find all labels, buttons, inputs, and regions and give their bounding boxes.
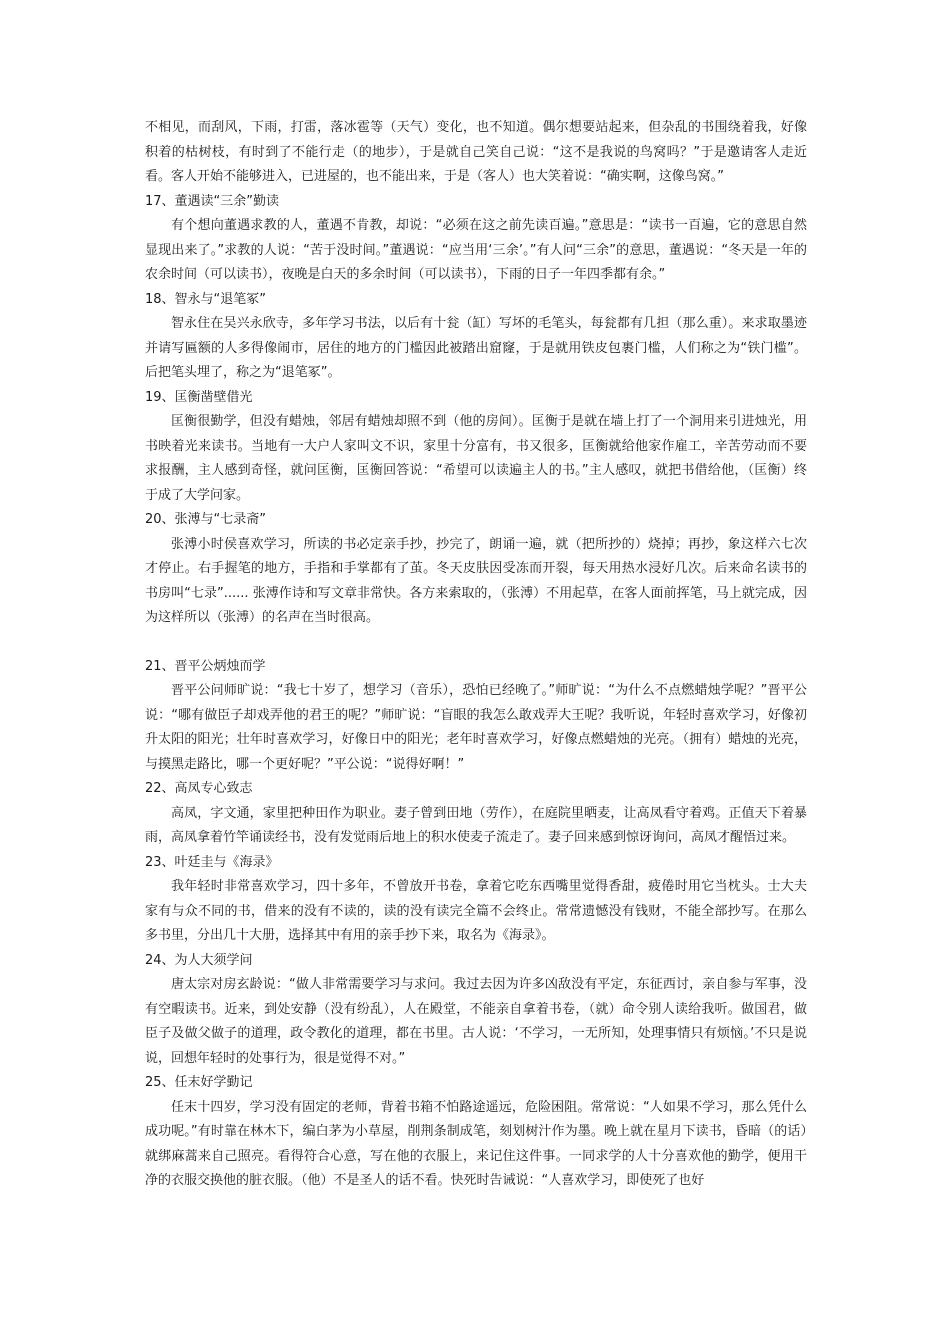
- section-body-19: 匡衡很勤学，但没有蜡烛，邻居有蜡烛却照不到（他的房间）。匡衡于是就在墙上打了一个洞用来引进烛光，用书映着光来读书。当地有一大户人家叫文不识，家里十分富有，书又很多，匡衡就给他家作雇工，辛苦劳动而不要求报酬，主人感到奇怪，就问匡衡，匡衡回答说：“希望可以读遍主人的书。”主人感叹，就把书借给他，（匡衡）终于成了大学问家。: [145, 414, 807, 503]
- section-heading-23: 23、叶廷圭与《海录》: [145, 854, 279, 870]
- section-body-18: 智永住在吴兴永欣寺，多年学习书法，以后有十瓮（缸）写坏的毛笔头，每瓮都有几担（那么重）。来求取墨迹并请写匾额的人多得像闹市，居住的地方的门槛因此被踏出窟窿，于是就用铁皮包裹门槛，人们称之为“铁门槛”。后把笔头埋了，称之为“退笔冢”。: [145, 316, 807, 380]
- section-heading-25: 25、任末好学勤记: [145, 1075, 253, 1090]
- section-heading-21: 21、晋平公炳烛而学: [145, 658, 266, 674]
- section-heading-18: 18、智永与“退笔冢”: [145, 291, 267, 307]
- section-heading-19: 19、匡衡凿壁借光: [145, 389, 253, 405]
- intro-paragraph: 不相见，而刮风，下雨，打雷，落冰雹等（天气）变化，也不知道。偶尔想要站起来，但杂乱的书围绕着我，好像积着的枯树枝，有时到了不能行走（的地步），于是就自己笑自己说：“这不是我说的鸟窝吗？”于是邀请客人走近看。客人开始不能够进入，已进屋的，也不能出来，于是（客人）也大笑着说：“确实啊，这像鸟窝。”: [145, 120, 807, 184]
- section-heading-20: 20、张溥与“七录斋”: [145, 512, 267, 527]
- section-body-24: 唐太宗对房玄龄说：“做人非常需要学习与求问。我过去因为许多凶敌没有平定，东征西讨，亲自参与军事，没有空暇读书。近来，到处安静（没有纷乱），人在殿堂，不能亲自拿着书卷，（就）命令别人读给我听。做国君，做臣子及做父做子的道理，政令教化的道理，都在书里。古人说：‘不学习，一无所知，处理事情只有烦恼。’不只是说说，回想年轻时的处事行为，很是觉得不对。”: [145, 977, 807, 1066]
- section-body-25: 任末十四岁，学习没有固定的老师，背着书箱不怕路途遥远，危险困阻。常常说：“人如果不学习，那么凭什么成功呢。”有时靠在林木下，编白茅为小草屋，削荆条制成笔，刻划树汁作为墨。晚上就在星月下读书，昏暗（的话）就绑麻蒿来自己照亮。看得符合心意，写在他的衣服上，来记住这件事。一同求学的人十分喜欢他的勤学，便用干净的衣服交换他的脏衣服。（他）不是圣人的话不看。快死时告诫说：“人喜欢学习，即使死了也好: [145, 1099, 807, 1188]
- section-heading-17: 17、董遇读“三余”勤读: [145, 193, 280, 209]
- section-body-20: 张溥小时侯喜欢学习，所读的书必定亲手抄，抄完了，朗诵一遍，就（把所抄的）烧掉；再抄，象这样六七次才停止。右手握笔的地方，手指和手掌都有了茧。冬天皮肤因受冻而开裂，每天用热水浸好几次。后来命名读书的书房叫“七录”...... 张溥作诗和写文章非常快。各方来索取的，（张溥）不用起草，在客人面前挥笔，马上就完成，因为这样所以（张溥）的名声在当时很高。: [145, 536, 807, 625]
- document-body: [145, 116, 807, 1194]
- blank-line: [145, 631, 807, 655]
- section-body-23: 我年轻时非常喜欢学习，四十多年，不曾放开书卷，拿着它吃东西嘴里觉得香甜，疲倦时用它当枕头。士大夫家有与众不同的书，借来的没有不读的，读的没有读完全篇不会终止。常常遗憾没有钱财，不能全部抄写。在那么多书里，分出几十大册，选择其中有用的亲手抄下来，取名为《海录》。: [145, 879, 807, 943]
- section-body-21: 晋平公问师旷说：“我七十岁了，想学习（音乐），恐怕已经晚了。”师旷说：“为什么不点燃蜡烛学呢？”晋平公说：“哪有做臣子却戏弄他的君王的呢？”师旷说：“盲眼的我怎么敢戏弄大王呢？我听说，年轻时喜欢学习，好像初升太阳的阳光；壮年时喜欢学习，好像日中的阳光；老年时喜欢学习，好像点燃蜡烛的光亮。（拥有）蜡烛的光亮，与摸黑走路比，哪一个更好呢？”平公说：“说得好啊！”: [145, 683, 807, 772]
- section-body-22: 高凤，字文通，家里把种田作为职业。妻子曾到田地（劳作），在庭院里晒麦，让高凤看守着鸡。正值天下着暴雨，高凤拿着竹竿诵读经书，没有发觉雨后地上的积水使麦子流走了。妻子回来感到惊讶询问，高凤才醒悟过来。: [145, 805, 807, 845]
- section-body-17: 有个想向董遇求教的人，董遇不肯教，却说：“必须在这之前先读百遍。”意思是：“读书一百遍，它的意思自然显现出来了。”求教的人说：“苦于没时间。”董遇说：“应当用‘三余’。”有人问“三余”的意思，董遇说：“冬天是一年的农余时间（可以读书），夜晚是白天的多余时间（可以读书），下雨的日子一年四季都有余。”: [145, 218, 807, 282]
- section-heading-24: 24、为人大须学问: [145, 952, 253, 968]
- section-heading-22: 22、高凤专心致志: [145, 781, 253, 796]
